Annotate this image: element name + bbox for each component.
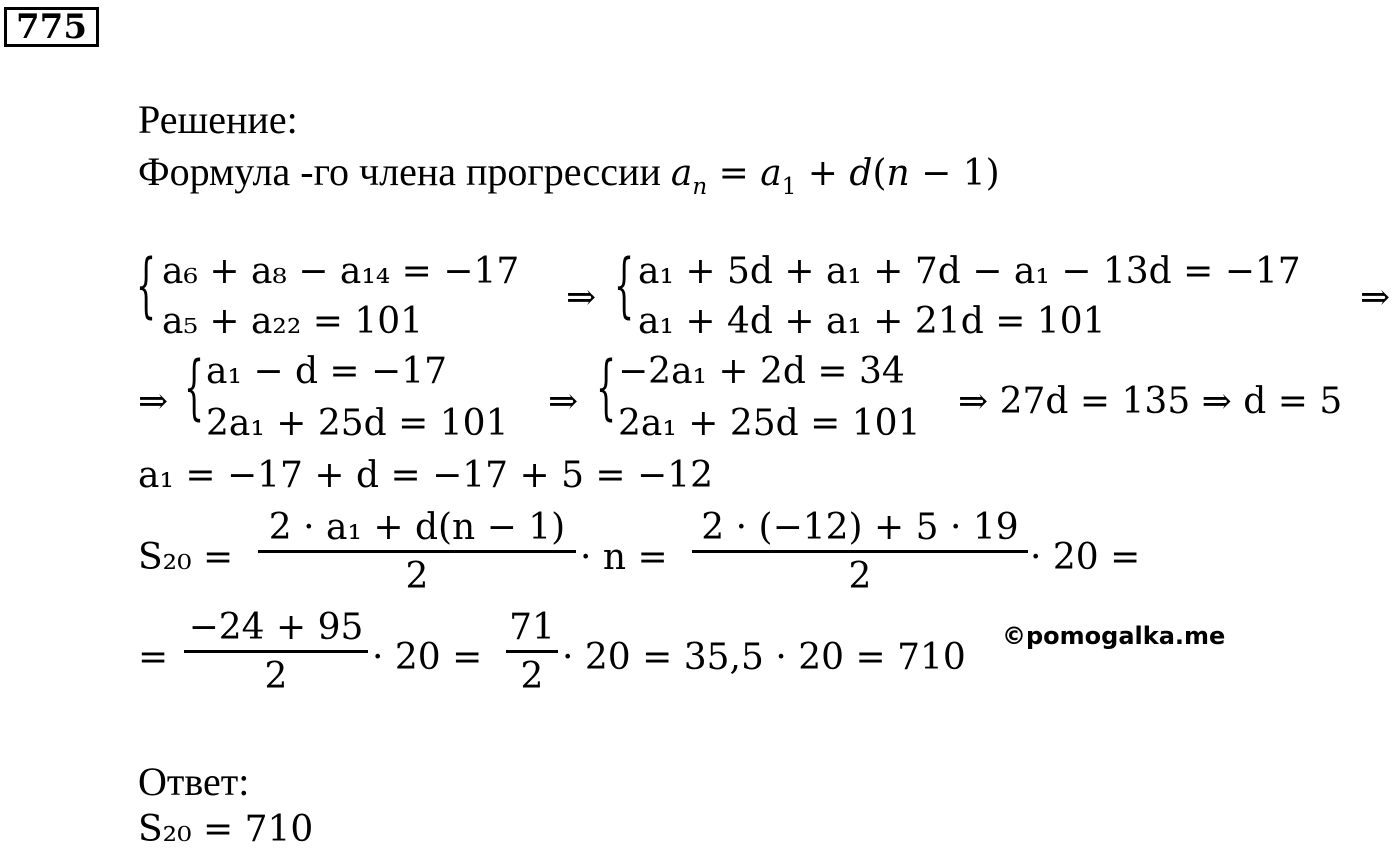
system3-line1: a₁ − d = −17	[206, 351, 448, 392]
times-n: · n =	[580, 537, 668, 578]
formula-text: Формула -го члена прогрессии	[138, 149, 661, 194]
system2-brace: {	[614, 244, 635, 326]
system3-brace: {	[184, 346, 205, 428]
system1-line2: a₅ + a₂₂ = 101	[162, 301, 424, 342]
fraction-71-numerator: 71	[509, 607, 555, 648]
fraction-sum-denominator: 2	[264, 656, 288, 697]
answer-label: Ответ:	[138, 759, 250, 804]
fraction-71-denominator: 2	[520, 656, 544, 697]
d-result: ⇒ 27d = 135 ⇒ d = 5	[958, 381, 1343, 422]
system3-line2: 2a₁ + 25d = 101	[206, 403, 509, 444]
system2-line1: a₁ + 5d + a₁ + 7d − a₁ − 13d = −17	[638, 251, 1301, 292]
answer-value: S₂₀ = 710	[138, 809, 314, 850]
leading-equals: =	[138, 637, 169, 678]
fraction-substituted	[692, 508, 1028, 597]
fraction-sum	[184, 608, 368, 697]
fraction-sum-numerator: −24 + 95	[188, 607, 364, 648]
fraction-bar	[506, 650, 558, 653]
system4-brace: {	[596, 346, 617, 428]
fraction-bar	[184, 650, 368, 653]
implies-arrow-2: ⇒	[1360, 277, 1391, 318]
nth-term-formula: $a_n = a_1 + d(n - 1)$	[670, 153, 1000, 200]
system2-line2: a₁ + 4d + a₁ + 21d = 101	[638, 301, 1106, 342]
fraction-bar	[258, 550, 576, 553]
fraction-general-numerator: 2 · a₁ + d(n − 1)	[268, 507, 566, 548]
fraction-71-over-2	[506, 608, 558, 697]
watermark: ©pomogalka.me	[1002, 622, 1226, 650]
times-20-equals: · 20 =	[1030, 537, 1141, 578]
times-20-equals-2: · 20 =	[372, 637, 483, 678]
implies-arrow-3: ⇒	[138, 381, 169, 422]
system1-brace: {	[136, 244, 157, 326]
system4-line1: −2a₁ + 2d = 34	[618, 351, 905, 392]
fraction-substituted-numerator: 2 · (−12) + 5 · 19	[701, 507, 1019, 548]
a1-computation: a₁ = −17 + d = −17 + 5 = −12	[138, 455, 714, 496]
system4-line2: 2a₁ + 25d = 101	[618, 403, 921, 444]
fraction-substituted-denominator: 2	[848, 556, 872, 597]
formula-intro	[138, 149, 1000, 200]
fraction-general-denominator: 2	[405, 556, 429, 597]
fraction-bar	[692, 550, 1028, 553]
problem-number: 775	[4, 7, 99, 47]
fraction-general	[258, 508, 576, 597]
solution-label: Решение:	[138, 97, 298, 142]
s20-label: S₂₀ =	[138, 537, 234, 578]
final-computation: · 20 = 35,5 · 20 = 710	[562, 637, 966, 678]
system1-line1: a₆ + a₈ − a₁₄ = −17	[162, 251, 520, 292]
implies-arrow-1: ⇒	[566, 277, 597, 318]
implies-arrow-4: ⇒	[548, 381, 579, 422]
